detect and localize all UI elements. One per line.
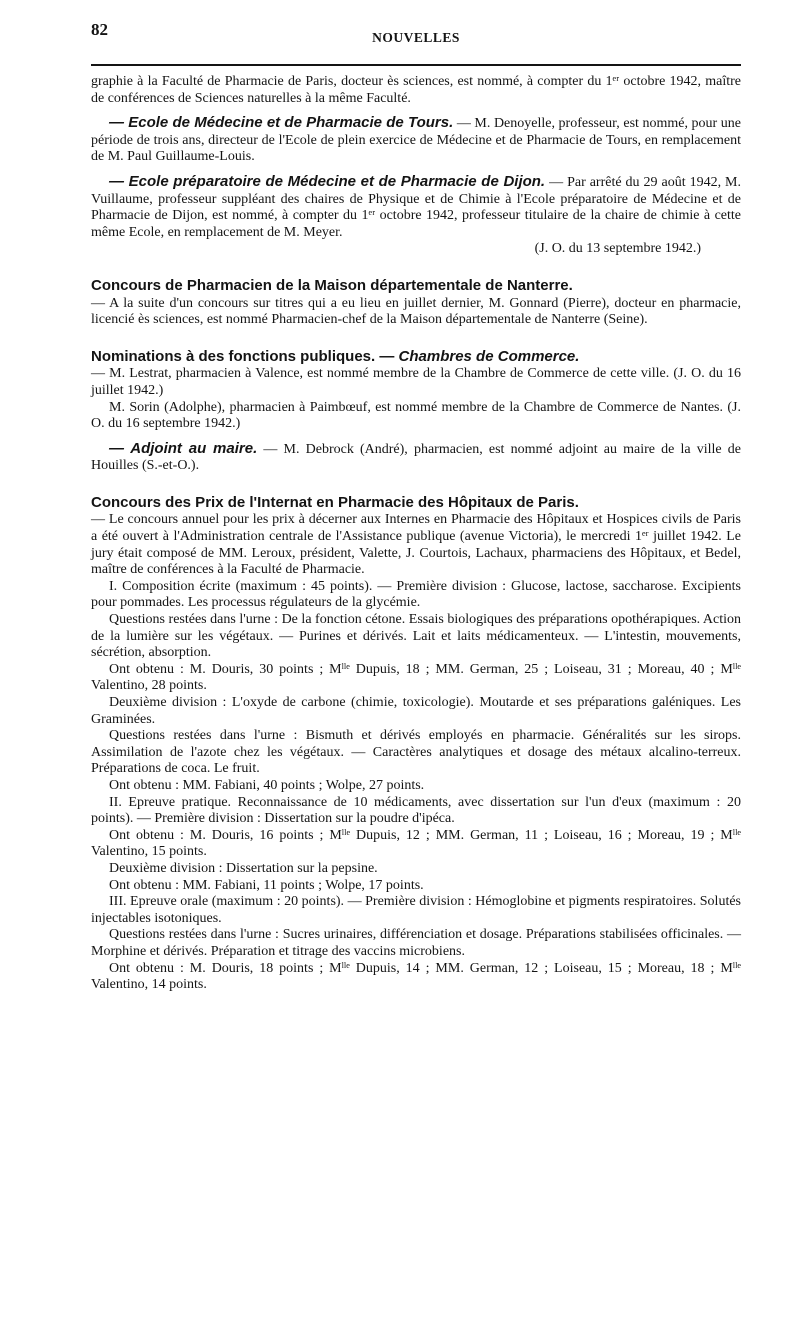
paragraph-faculty-continuation: graphie à la Faculté de Pharmacie de Paris, docteur ès sciences, est nommé, à compter du 1ᵉʳ octobre 1942, maître de conférences de Sciences naturelles à la même Faculté. — [91, 74, 741, 106]
section-heading-dijon: — Ecole préparatoire de Médecine et de Pharmacie de Dijon. — [109, 172, 546, 190]
paragraph-questions-2: Questions restées dans l'urne : Bismuth et dérivés employés en pharmacie. Généralités sur les sirops. Assimilation de l'azote chez les végétaux. — Caractères analytiques et dosage des métaux alcalino-terreux. Préparations de coca. Le fruit. — [91, 728, 741, 777]
paragraph-deuxieme-division-1: Deuxième division : L'oxyde de carbone (chimie, toxicologie). Moutarde et ses préparations galéniques. Les Graminées. — [91, 695, 741, 727]
section-heading-adjoint: — Adjoint au maire. — [109, 439, 258, 457]
paragraph-nanterre-heading — [91, 278, 741, 296]
section-heading-nominations: Nominations à des fonctions publiques. — [91, 347, 376, 365]
section-heading-internat: Concours des Prix de l'Internat en Pharmacie des Hôpitaux de Paris. — [91, 493, 579, 511]
paragraph-tours — [91, 115, 741, 166]
paragraph-composition-ecrite: I. Composition écrite (maximum : 45 points). — Première division : Glucose, lactose, saccharose. Excipients pour pommades. Les processus régulateurs de la glycémie. — [91, 578, 741, 611]
paragraph-questions-3: Questions restées dans l'urne : Sucres urinaires, différenciation et dosage. Préparations stabilisées officinales. — Morphine et dérivés. Préparation et titrage des vaccins microbiens. — [91, 927, 741, 959]
paragraph-results-3: Ont obtenu : M. Douris, 16 points ; Mˡˡᵉ Dupuis, 12 ; MM. German, 11 ; Loiseau, 16 ; Moreau, 19 ; Mˡˡᵉ Valentino, 15 points. — [91, 827, 741, 860]
section-text-dijon: — Par arrêté du 29 août 1942, M. Vuillaume, professeur suppléant des chaires de Physique et de Chimie à l'Ecole préparatoire de Médecine et de Pharmacie de Dijon, est nommé, à compter du 1ᵉʳ octobre 1942, professeur titulaire de la chaire de chimie à cette même Ecole, en remplacement de M. Meyer. — [91, 174, 741, 240]
heading-dash: — — [375, 347, 399, 365]
paragraph-sorin: M. Sorin (Adolphe), pharmacien à Paimbœuf, est nommé membre de la Chambre de Commerce de Nantes. (J. O. du 16 septembre 1942.) — [91, 399, 741, 432]
section-text-adjoint: — M. Debrock (André), pharmacien, est nommé adjoint au maire de la ville de Houilles (S.-et-O.). — [91, 441, 742, 474]
paragraph-questions-1: Questions restées dans l'urne : De la fonction cétone. Essais biologiques des préparations opothérapiques. Action de la lumière sur les végétaux. — Purines et dérivés. Lait et laits médicamenteux. — L'intestin, mouvements, sécrétion, absorption. — [91, 612, 741, 661]
page-header — [91, 18, 741, 50]
paragraph-results-1: Ont obtenu : M. Douris, 30 points ; Mˡˡᵉ Dupuis, 18 ; MM. German, 25 ; Loiseau, 31 ; Moreau, 40 ; Mˡˡᵉ Valentino, 28 points. — [91, 661, 741, 694]
paragraph-adjoint — [91, 441, 741, 475]
running-title: NOUVELLES — [372, 30, 460, 45]
page-number: 82 — [91, 20, 108, 39]
journal-page — [91, 18, 741, 994]
paragraph-results-2: Ont obtenu : MM. Fabiani, 40 points ; Wolpe, 27 points. — [109, 777, 425, 793]
section-heading-chambres: Chambres de Commerce. — [398, 347, 580, 365]
paragraph-results-4: Ont obtenu : MM. Fabiani, 11 points ; Wolpe, 17 points. — [109, 877, 424, 893]
paragraph-deuxieme-division-2: Deuxième division : Dissertation sur la pepsine. — [109, 860, 378, 876]
paragraph-dijon — [91, 174, 741, 241]
paragraph-internat: — Le concours annuel pour les prix à décerner aux Internes en Pharmacie des Hôpitaux et Hospices civils de Paris a été ouvert à l'Administration centrale de l'Assistance publique (avenue Victoria), le mercredi 1ᵉʳ juillet 1942. Le jury était composé de MM. Leroux, président, Valette, J. Courtois, Lachaux, pharmaciens des Hôpitaux, et Bedel, maître de conférences à la Faculté de Pharmacie. — [91, 512, 741, 578]
paragraph-nanterre: — A la suite d'un concours sur titres qui a eu lieu en juillet dernier, M. Gonnard (Pierre), docteur en pharmacie, licencié ès sciences, est nommé Pharmacien-chef de la Maison départementale de Nanterre (Seine). — [91, 295, 741, 328]
section-heading-tours: — Ecole de Médecine et de Pharmacie de Tours. — [109, 114, 454, 132]
paragraph-epreuve-orale: III. Epreuve orale (maximum : 20 points). — Première division : Hémoglobine et pigments respiratoires. Solutés injectables isotoniques. — [91, 894, 741, 926]
paragraph-epreuve-pratique: II. Epreuve pratique. Reconnaissance de 10 médicaments, avec dissertation sur l'un d'eux (maximum : 20 points). — Première division : Dissertation sur la poudre d'ipéca. — [91, 794, 741, 827]
citation-journal-officiel: (J. O. du 13 septembre 1942.) — [534, 241, 701, 257]
paragraph-internat-heading — [91, 495, 741, 513]
paragraph-nominations-heading — [91, 349, 741, 367]
paragraph-lestrat: — M. Lestrat, pharmacien à Valence, est nommé membre de la Chambre de Commerce de cette ville. (J. O. du 16 juillet 1942.) — [91, 366, 741, 398]
section-heading-nanterre: Concours de Pharmacien de la Maison départementale de Nanterre. — [91, 276, 573, 294]
section-text-tours: — M. Denoyelle, professeur, est nommé, pour une période de trois ans, directeur de l'Ecole de plein exercice de Médecine et de Pharmacie de Tours, en remplacement de M. Paul Guillaume-Louis. — [91, 116, 741, 165]
paragraph-results-5: Ont obtenu : M. Douris, 18 points ; Mˡˡᵉ Dupuis, 14 ; MM. German, 12 ; Loiseau, 15 ; Moreau, 18 ; Mˡˡᵉ Valentino, 14 points. — [91, 960, 741, 993]
header-rule — [91, 64, 741, 66]
